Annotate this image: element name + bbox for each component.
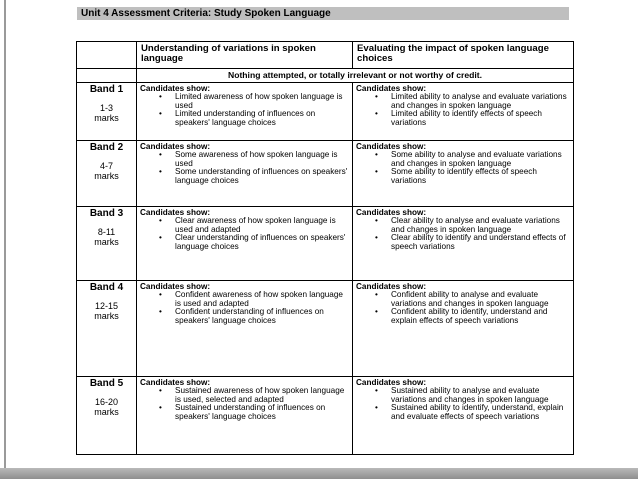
understanding-bullet-list: [140, 151, 349, 185]
evaluating-bullet-item: • Confident ability to analyse and evaluate variations and changes in spoken language: [356, 291, 570, 308]
no-credit-band-blank: [77, 69, 137, 83]
understanding-bullet-item: • Clear awareness of how spoken language is used and adapted: [140, 217, 349, 234]
candidates-show-label: Candidates show:: [356, 282, 427, 291]
no-credit-row: [77, 69, 574, 83]
band-cell: [77, 141, 137, 207]
band-marks: [80, 301, 133, 321]
evaluating-bullet-item: • Some ability to analyse and evaluate variations and changes in spoken language: [356, 151, 570, 168]
understanding-cell: [137, 83, 353, 141]
band-row: [77, 141, 574, 207]
understanding-bullet-list: [140, 93, 349, 127]
page-title: Unit 4 Assessment Criteria: Study Spoken Language: [77, 7, 569, 20]
understanding-bullet-list: [140, 387, 349, 421]
band-marks-word: marks: [94, 311, 119, 321]
band-marks-range: 4-7: [99, 161, 113, 171]
band-marks: [80, 227, 133, 247]
header-understanding: Understanding of variations in spoken language: [137, 42, 353, 69]
band-row: [77, 83, 574, 141]
band-marks: [80, 161, 133, 181]
understanding-bullet-item: • Limited understanding of influences on speakers' language choices: [140, 110, 349, 127]
band-marks-range: 16-20: [94, 397, 119, 407]
understanding-bullet-list: [140, 217, 349, 251]
evaluating-bullet-list: [356, 151, 570, 185]
evaluating-bullet-item: • Some ability to identify effects of speech variations: [356, 168, 570, 185]
understanding-bullet-item: • Sustained awareness of how spoken language is used, selected and adapted: [140, 387, 349, 404]
band-label: Band 2: [89, 142, 124, 153]
header-band-blank: [77, 42, 137, 69]
evaluating-bullet-list: [356, 387, 570, 421]
understanding-bullet-item: • Some understanding of influences on speakers' language choices: [140, 168, 349, 185]
understanding-bullet-item: • Confident understanding of influences on speakers' language choices: [140, 308, 349, 325]
understanding-bullet-item: • Confident awareness of how spoken language is used and adapted: [140, 291, 349, 308]
band-row: [77, 281, 574, 377]
evaluating-bullet-item: • Sustained ability to identify, understand, explain and evaluate effects of speech variations: [356, 404, 570, 421]
evaluating-cell: [353, 207, 574, 281]
evaluating-bullet-item: • Clear ability to identify and understand effects of speech variations: [356, 234, 570, 251]
understanding-bullet-item: • Limited awareness of how spoken language is used: [140, 93, 349, 110]
candidates-show-label: Candidates show:: [140, 84, 211, 93]
evaluating-cell: [353, 281, 574, 377]
band-cell: [77, 377, 137, 455]
understanding-cell: [137, 141, 353, 207]
evaluating-bullet-item: • Confident ability to identify, understand and explain effects of speech variations: [356, 308, 570, 325]
header-evaluating: Evaluating the impact of spoken language choices: [353, 42, 574, 69]
candidates-show-label: Candidates show:: [356, 142, 427, 151]
band-marks: [80, 397, 133, 417]
band-label: Band 5: [89, 378, 124, 389]
assessment-criteria-table: [76, 41, 574, 455]
evaluating-bullet-item: • Sustained ability to analyse and evaluate variations and changes in spoken language: [356, 387, 570, 404]
understanding-bullet-item: • Clear understanding of influences on speakers' language choices: [140, 234, 349, 251]
understanding-bullet-item: • Sustained understanding of influences on speakers' language choices: [140, 404, 349, 421]
no-credit-text: Nothing attempted, or totally irrelevant or not worthy of credit.: [137, 69, 574, 83]
band-marks-word: marks: [94, 237, 119, 247]
bottom-border-strip: [0, 468, 638, 479]
evaluating-cell: [353, 377, 574, 455]
band-label: Band 1: [89, 84, 124, 95]
evaluating-bullet-list: [356, 217, 570, 251]
candidates-show-label: Candidates show:: [140, 142, 211, 151]
band-marks-range: 12-15: [94, 301, 119, 311]
understanding-cell: [137, 281, 353, 377]
candidates-show-label: Candidates show:: [356, 378, 427, 387]
band-cell: [77, 207, 137, 281]
band-marks-word: marks: [94, 113, 119, 123]
understanding-cell: [137, 377, 353, 455]
band-cell: [77, 281, 137, 377]
candidates-show-label: Candidates show:: [140, 208, 211, 217]
band-marks-range: 8-11: [97, 227, 116, 237]
candidates-show-label: Candidates show:: [140, 378, 211, 387]
evaluating-cell: [353, 141, 574, 207]
evaluating-bullet-item: • Limited ability to identify effects of speech variations: [356, 110, 570, 127]
evaluating-bullet-item: • Clear ability to analyse and evaluate variations and changes in spoken language: [356, 217, 570, 234]
evaluating-bullet-list: [356, 291, 570, 325]
band-marks-range: 1-3: [99, 103, 113, 113]
candidates-show-label: Candidates show:: [140, 282, 211, 291]
band-label: Band 4: [89, 282, 124, 293]
band-marks-word: marks: [94, 171, 119, 181]
band-label: Band 3: [89, 208, 124, 219]
candidates-show-label: Candidates show:: [356, 84, 427, 93]
band-marks: [80, 103, 133, 123]
understanding-cell: [137, 207, 353, 281]
header-row: [77, 42, 574, 69]
band-cell: [77, 83, 137, 141]
understanding-bullet-list: [140, 291, 349, 325]
band-marks-word: marks: [94, 407, 119, 417]
evaluating-bullet-item: • Limited ability to analyse and evaluate variations and changes in spoken language: [356, 93, 570, 110]
page-left-border: [4, 0, 6, 468]
band-row: [77, 377, 574, 455]
band-row: [77, 207, 574, 281]
candidates-show-label: Candidates show:: [356, 208, 427, 217]
evaluating-cell: [353, 83, 574, 141]
evaluating-bullet-list: [356, 93, 570, 127]
understanding-bullet-item: • Some awareness of how spoken language is used: [140, 151, 349, 168]
